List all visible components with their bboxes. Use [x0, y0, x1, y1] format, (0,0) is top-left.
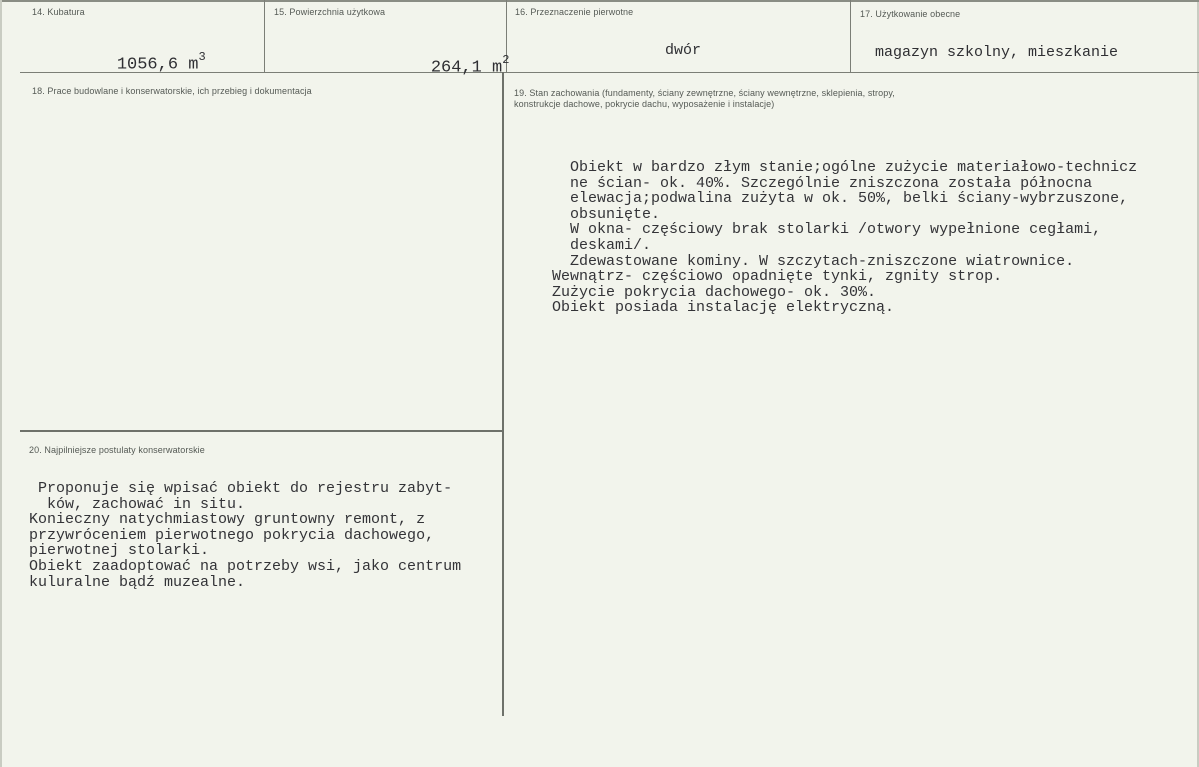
powierzchnia-unit-exponent: 2 [502, 53, 510, 67]
powierzchnia-number: 264,1 m [430, 58, 503, 78]
kubatura-number: 1056,6 m [116, 55, 199, 75]
stan-text-line: Obiekt posiada instalację elektryczną. [552, 299, 895, 317]
postulaty-text-line: ków, zachować in situ. [29, 495, 246, 513]
stan-text-line: Wewnątrz- częściowo opadnięte tynki, zgnity strop. [552, 268, 1003, 286]
przeznaczenie-value: dwór [665, 42, 702, 59]
stan-text-line: Obiekt w bardzo złym stanie;ogólne zużycie materiałowo-technicz [552, 159, 1138, 176]
powierzchnia-value [390, 36, 509, 97]
postulaty-text-line: Proponuje się wpisać obiekt do rejestru zabyt- [29, 480, 453, 497]
stan-text-line: elewacja;podwalina zużyta w ok. 50%, belki ściany-wybrzuszone, [552, 190, 1129, 208]
powierzchnia-label: 15. Powierzchnia użytkowa [274, 7, 386, 17]
stan-label-line2: konstrukcje dachowe, pokrycie dachu, wyposażenie i instalacje) [514, 99, 775, 109]
postulaty-label: 20. Najpilniejsze postulaty konserwatorskie [29, 445, 205, 455]
postulaty-text-line: pierwotnej stolarki. [29, 542, 210, 560]
section-20-divider [20, 430, 503, 432]
kubatura-value [76, 33, 206, 94]
prace-label: 18. Prace budowlane i konserwatorskie, ich przebieg i dokumentacja [32, 86, 312, 96]
divider-16-17 [850, 0, 851, 72]
stan-label-line1: 19. Stan zachowania (fundamenty, ściany zewnętrzne, ściany wewnętrzne, sklepienia, stropy, [514, 88, 895, 98]
vertical-main-divider [502, 72, 504, 716]
divider-14-15 [264, 0, 265, 72]
stan-description [552, 160, 1137, 316]
uzytkowanie-label: 17. Użytkowanie obecne [860, 9, 961, 19]
postulaty-text-line: Konieczny natychmiastowy gruntowny remont, z [29, 511, 426, 529]
top-border [2, 0, 1199, 2]
kubatura-unit-exponent: 3 [198, 50, 206, 64]
uzytkowanie-value: magazyn szkolny, mieszkanie [875, 44, 1119, 61]
stan-text-line: Zużycie pokrycia dachowego- ok. 30%. [552, 283, 877, 301]
stan-text-line: W okna- częściowy brak stolarki /otwory wypełnione cegłami, [552, 221, 1102, 239]
stan-text-line: obsunięte. [552, 205, 661, 223]
postulaty-description [29, 481, 461, 590]
przeznaczenie-label: 16. Przeznaczenie pierwotne [515, 7, 634, 17]
postulaty-text-line: Obiekt zaadoptować na potrzeby wsi, jako centrum [29, 557, 462, 575]
postulaty-text-line: kuluralne bądź muzealne. [29, 573, 246, 591]
postulaty-text-line: przywróceniem pierwotnego pokrycia dachowego, [29, 526, 435, 544]
stan-text-line: Zdewastowane kominy. W szczytach-zniszczone wiatrownice. [552, 252, 1075, 270]
stan-text-line: deskami/. [552, 236, 652, 254]
kubatura-label: 14. Kubatura [32, 7, 85, 17]
stan-text-line: ne ścian- ok. 40%. Szczególnie zniszczona została północna [552, 174, 1093, 192]
